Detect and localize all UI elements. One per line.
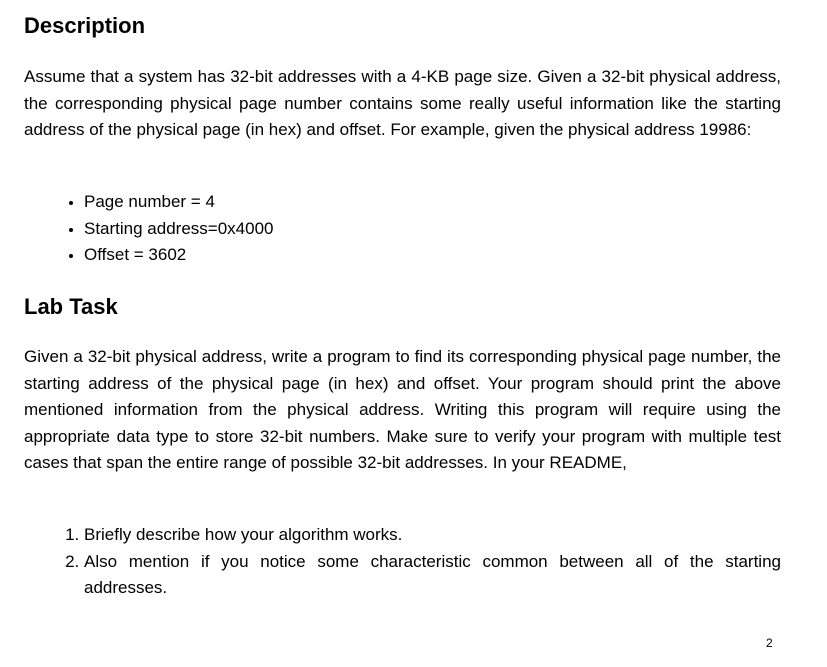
list-item: • Offset = 3602	[84, 242, 781, 269]
page-number: 2	[766, 636, 773, 650]
list-item: • Starting address=0x4000	[84, 216, 781, 243]
description-heading: Description	[24, 13, 146, 38]
readme-list	[84, 522, 781, 602]
example-list	[84, 189, 781, 269]
list-item: • Page number = 4	[84, 189, 781, 216]
list-item: 1. Briefly describe how your algorithm works.	[84, 522, 781, 549]
lab-task-paragraph: Given a 32-bit physical address, write a program to find its corresponding physical page number, the starting address of the physical page (in hex) and offset. Your program should print the above mentioned information from the physical address. Writing this program will require using the appropriate data type to store 32-bit numbers. Make sure to verify your program with multiple test cases that span the entire range of possible 32-bit addresses. In your README,	[24, 347, 781, 472]
description-paragraph: Assume that a system has 32-bit addresses with a 4-KB page size. Given a 32-bit physical address, the corresponding physical page number contains some really useful information like the starting address of the physical page (in hex) and offset. For example, given the physical address 19986:	[24, 67, 781, 139]
list-item: 2. Also mention if you notice some characteristic common between all of the starting addresses.	[84, 549, 781, 602]
lab-task-heading: Lab Task	[24, 294, 118, 319]
